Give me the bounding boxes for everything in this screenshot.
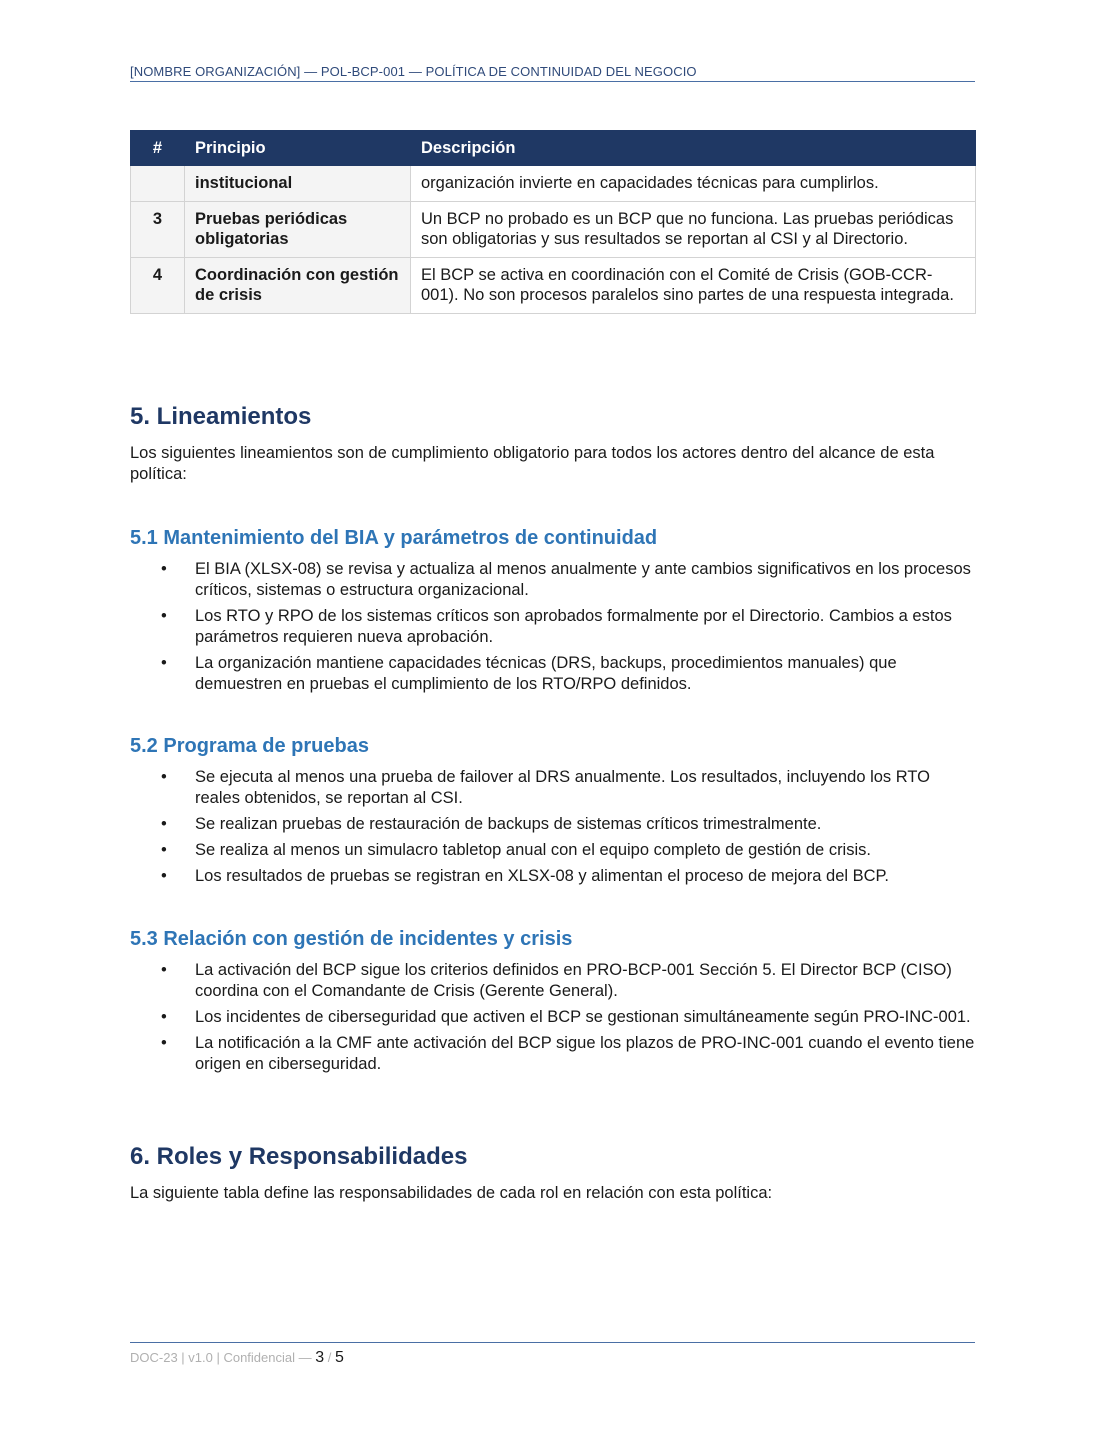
column-header-number: # [131,131,185,166]
footer-doc-info: DOC-23 | v1.0 | Confidencial — [130,1350,312,1365]
subsection-5-3-list [130,960,978,1080]
page-number: 3 [315,1349,325,1366]
bullet-icon: • [161,560,167,578]
row-principle: Pruebas periódicas obligatorias [185,202,411,258]
bullet-icon: • [161,867,167,885]
subsection-5-3-heading: 5.3 Relación con gestión de incidentes y crisis [130,928,573,950]
row-number: 4 [131,258,185,314]
list-item: • Los resultados de pruebas se registran en XLSX-08 y alimentan el proceso de mejora del BCP. [161,867,890,885]
page-header: [NOMBRE ORGANIZACIÓN] — POL-BCP-001 — POLÍTICA DE CONTINUIDAD DEL NEGOCIO [130,64,975,82]
bullet-icon: • [161,654,167,672]
row-description: Un BCP no probado es un BCP que no funciona. Las pruebas periódicas son obligatorias y sus resultados se reportan al CSI y al Directorio. [411,202,976,258]
row-number: 3 [131,202,185,258]
row-principle: Coordinación con gestión de crisis [185,258,411,314]
bullet-icon: • [161,768,167,786]
page-separator: / [327,1350,332,1365]
row-principle: institucional [185,166,411,202]
section-6-intro: La siguiente tabla define las responsabilidades de cada rol en relación con esta política: [130,1184,773,1202]
subsection-5-2-list [130,767,978,892]
list-item: • Se ejecuta al menos una prueba de failover al DRS anualmente. Los resultados, incluyendo los RTO reales obtenidos, se reportan al CSI. [161,768,930,807]
list-item: • La organización mantiene capacidades técnicas (DRS, backups, procedimientos manuales) que demuestren en pruebas el cumplimiento de los RTO/RPO definidos. [161,654,897,693]
section-6-heading: 6. Roles y Responsabilidades [130,1143,468,1170]
principles-table [130,130,976,314]
bullet-icon: • [161,841,167,859]
column-header-description: Descripción [411,131,976,166]
bullet-icon: • [161,1034,167,1052]
page-total: 5 [335,1349,344,1366]
list-item: • Se realizan pruebas de restauración de backups de sistemas críticos trimestralmente. [161,815,822,833]
bullet-icon: • [161,961,167,979]
table-row [131,202,976,258]
row-description: El BCP se activa en coordinación con el Comité de Crisis (GOB-CCR-001). No son procesos paralelos sino partes de una respuesta integrada. [411,258,976,314]
column-header-principle: Principio [185,131,411,166]
list-item: • Los incidentes de ciberseguridad que activen el BCP se gestionan simultáneamente según PRO-INC-001. [161,1008,971,1026]
bullet-icon: • [161,607,167,625]
section-5-heading: 5. Lineamientos [130,403,312,430]
list-item: • El BIA (XLSX-08) se revisa y actualiza al menos anualmente y ante cambios significativos en los procesos críticos, sistemas o estructura organizacional. [161,560,971,599]
page-footer [130,1342,975,1367]
row-description: organización invierte en capacidades técnicas para cumplirlos. [411,166,976,202]
list-item: • Se realiza al menos un simulacro tabletop anual con el equipo completo de gestión de crisis. [161,841,871,859]
section-5-intro: Los siguientes lineamientos son de cumplimiento obligatorio para todos los actores dentro del alcance de esta política: [130,444,935,483]
subsection-5-1-heading: 5.1 Mantenimiento del BIA y parámetros de continuidad [130,527,658,549]
table-row [131,258,976,314]
subsection-5-2-heading: 5.2 Programa de pruebas [130,735,369,757]
table-header-row [131,131,976,166]
list-item: • La activación del BCP sigue los criterios definidos en PRO-BCP-001 Sección 5. El Director BCP (CISO) coordina con el Comandante de Crisis (Gerente General). [161,961,952,1000]
list-item: • Los RTO y RPO de los sistemas críticos son aprobados formalmente por el Directorio. Cambios a estos parámetros requieren nueva aprobación. [161,607,952,646]
bullet-icon: • [161,815,167,833]
row-number [131,166,185,202]
subsection-5-1-list [130,559,978,700]
bullet-icon: • [161,1008,167,1026]
table-row [131,166,976,202]
list-item: • La notificación a la CMF ante activación del BCP sigue los plazos de PRO-INC-001 cuando el evento tiene origen en ciberseguridad. [161,1034,975,1073]
